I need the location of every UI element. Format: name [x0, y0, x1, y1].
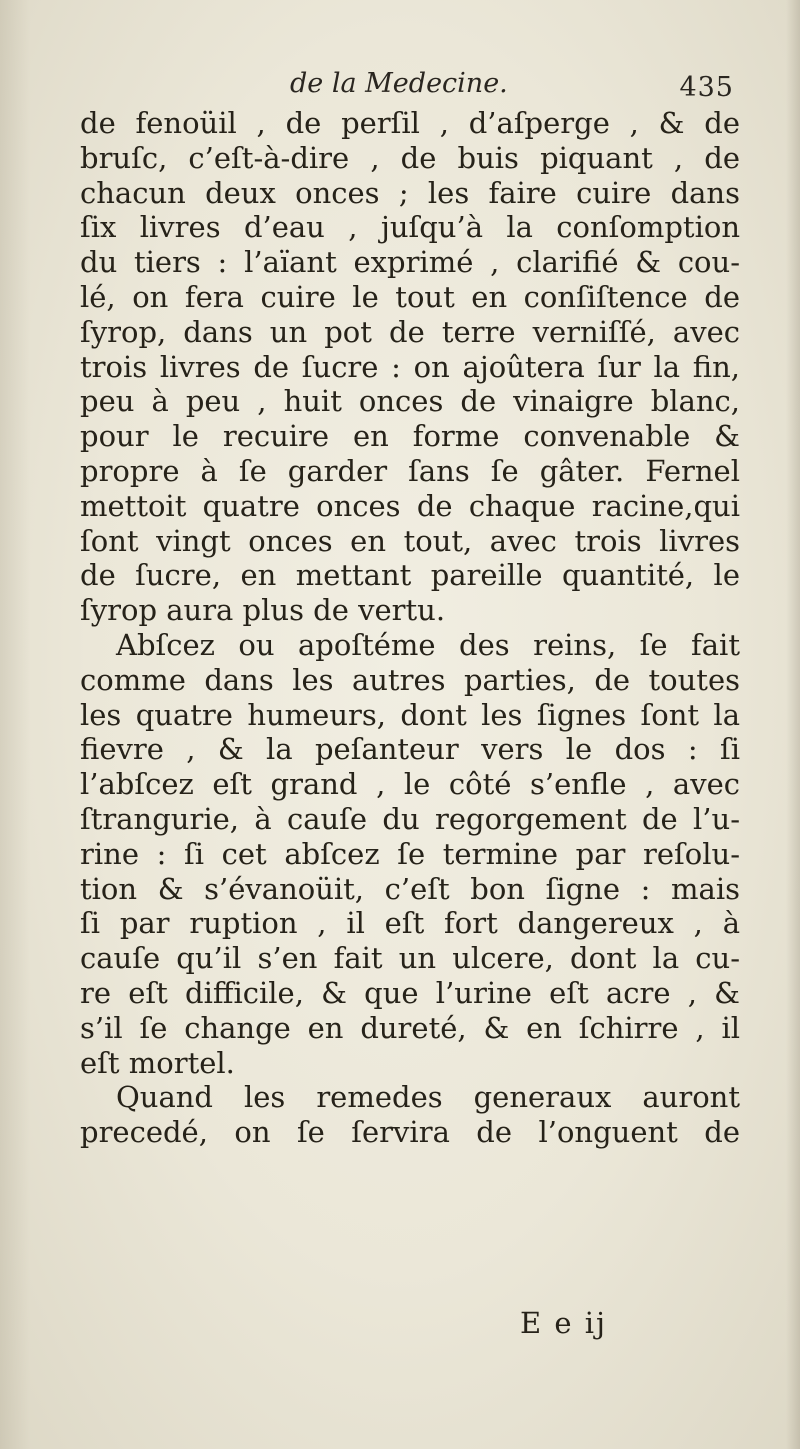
- text-line: chacun deux onces ; les faire cuire dans: [80, 175, 740, 210]
- text-line: cauſe qu’il s’en fait un ulcere, dont la cu-: [80, 941, 740, 976]
- text-line: de ſucre, en mettant pareille quantité, le: [80, 558, 740, 593]
- text-line: ſix livres d’eau , juſqu’à la conſomption: [80, 210, 740, 245]
- running-title: de la Medecine.: [290, 68, 508, 99]
- text-line: de fenoüil , de perſil , d’aſperge , & de: [80, 106, 740, 140]
- text-line: propre à ſe garder ſans ſe gâter. Fernel: [80, 453, 740, 488]
- text-line: rine : ſi cet abſcez ſe termine par reſolu-: [80, 836, 740, 871]
- body-text: [80, 106, 740, 1150]
- text-line: fievre , & la peſanteur vers le dos : ſi: [80, 732, 740, 767]
- text-line: re eſt difficile, & que l’urine eſt acre , &: [80, 975, 740, 1010]
- paragraph-start-line: Quand les remedes generaux auront: [116, 1080, 740, 1115]
- paragraph-end-line: ſyrop aura plus de vertu.: [80, 593, 446, 628]
- text-line: s’il ſe change en dureté, & en ſchirre , il: [80, 1010, 740, 1045]
- text-line: precedé, on ſe ſervira de l’onguent de: [80, 1115, 740, 1150]
- page-gutter-shadow: [0, 0, 30, 1449]
- text-line: mettoit quatre onces de chaque racine,qui: [80, 488, 740, 523]
- page-number: 435: [679, 72, 734, 103]
- text-line: trois livres de ſucre : on ajoûtera ſur la fin,: [80, 349, 740, 384]
- text-line: ſi par ruption , il eſt fort dangereux , à: [80, 906, 740, 941]
- text-line: lé, on fera cuire le tout en conſiſtence de: [80, 279, 740, 314]
- text-line: ſyrop, dans un pot de terre verniſſé, avec: [80, 314, 740, 349]
- text-line: du tiers : l’aïant exprimé , clarifié & cou-: [80, 245, 740, 280]
- text-line: pour le recuire en forme convenable &: [80, 419, 740, 454]
- text-line: ſont vingt onces en tout, avec trois livres: [80, 523, 740, 558]
- paragraph-start-line: Abſcez ou apoſtéme des reins, ſe fait: [116, 627, 740, 662]
- text-line: tion & s’évanoüit, c’eſt bon ſigne : mais: [80, 871, 740, 906]
- text-line: l’abſcez eſt grand , le côté s’enfle , avec: [80, 767, 740, 802]
- text-line: bruſc, c’eſt-à-dire , de buis piquant , de: [80, 140, 740, 175]
- text-line: ſtrangurie, à cauſe du regorgement de l’u-: [80, 801, 740, 836]
- paragraph-end-line: eſt mortel.: [80, 1045, 235, 1080]
- text-line: comme dans les autres parties, de toutes: [80, 662, 740, 697]
- signature-mark: E e ij: [520, 1306, 608, 1340]
- page-edge-shadow: [786, 0, 800, 1449]
- text-line: les quatre humeurs, dont les ſignes ſont la: [80, 697, 740, 732]
- text-line: peu à peu , huit onces de vinaigre blanc,: [80, 384, 740, 419]
